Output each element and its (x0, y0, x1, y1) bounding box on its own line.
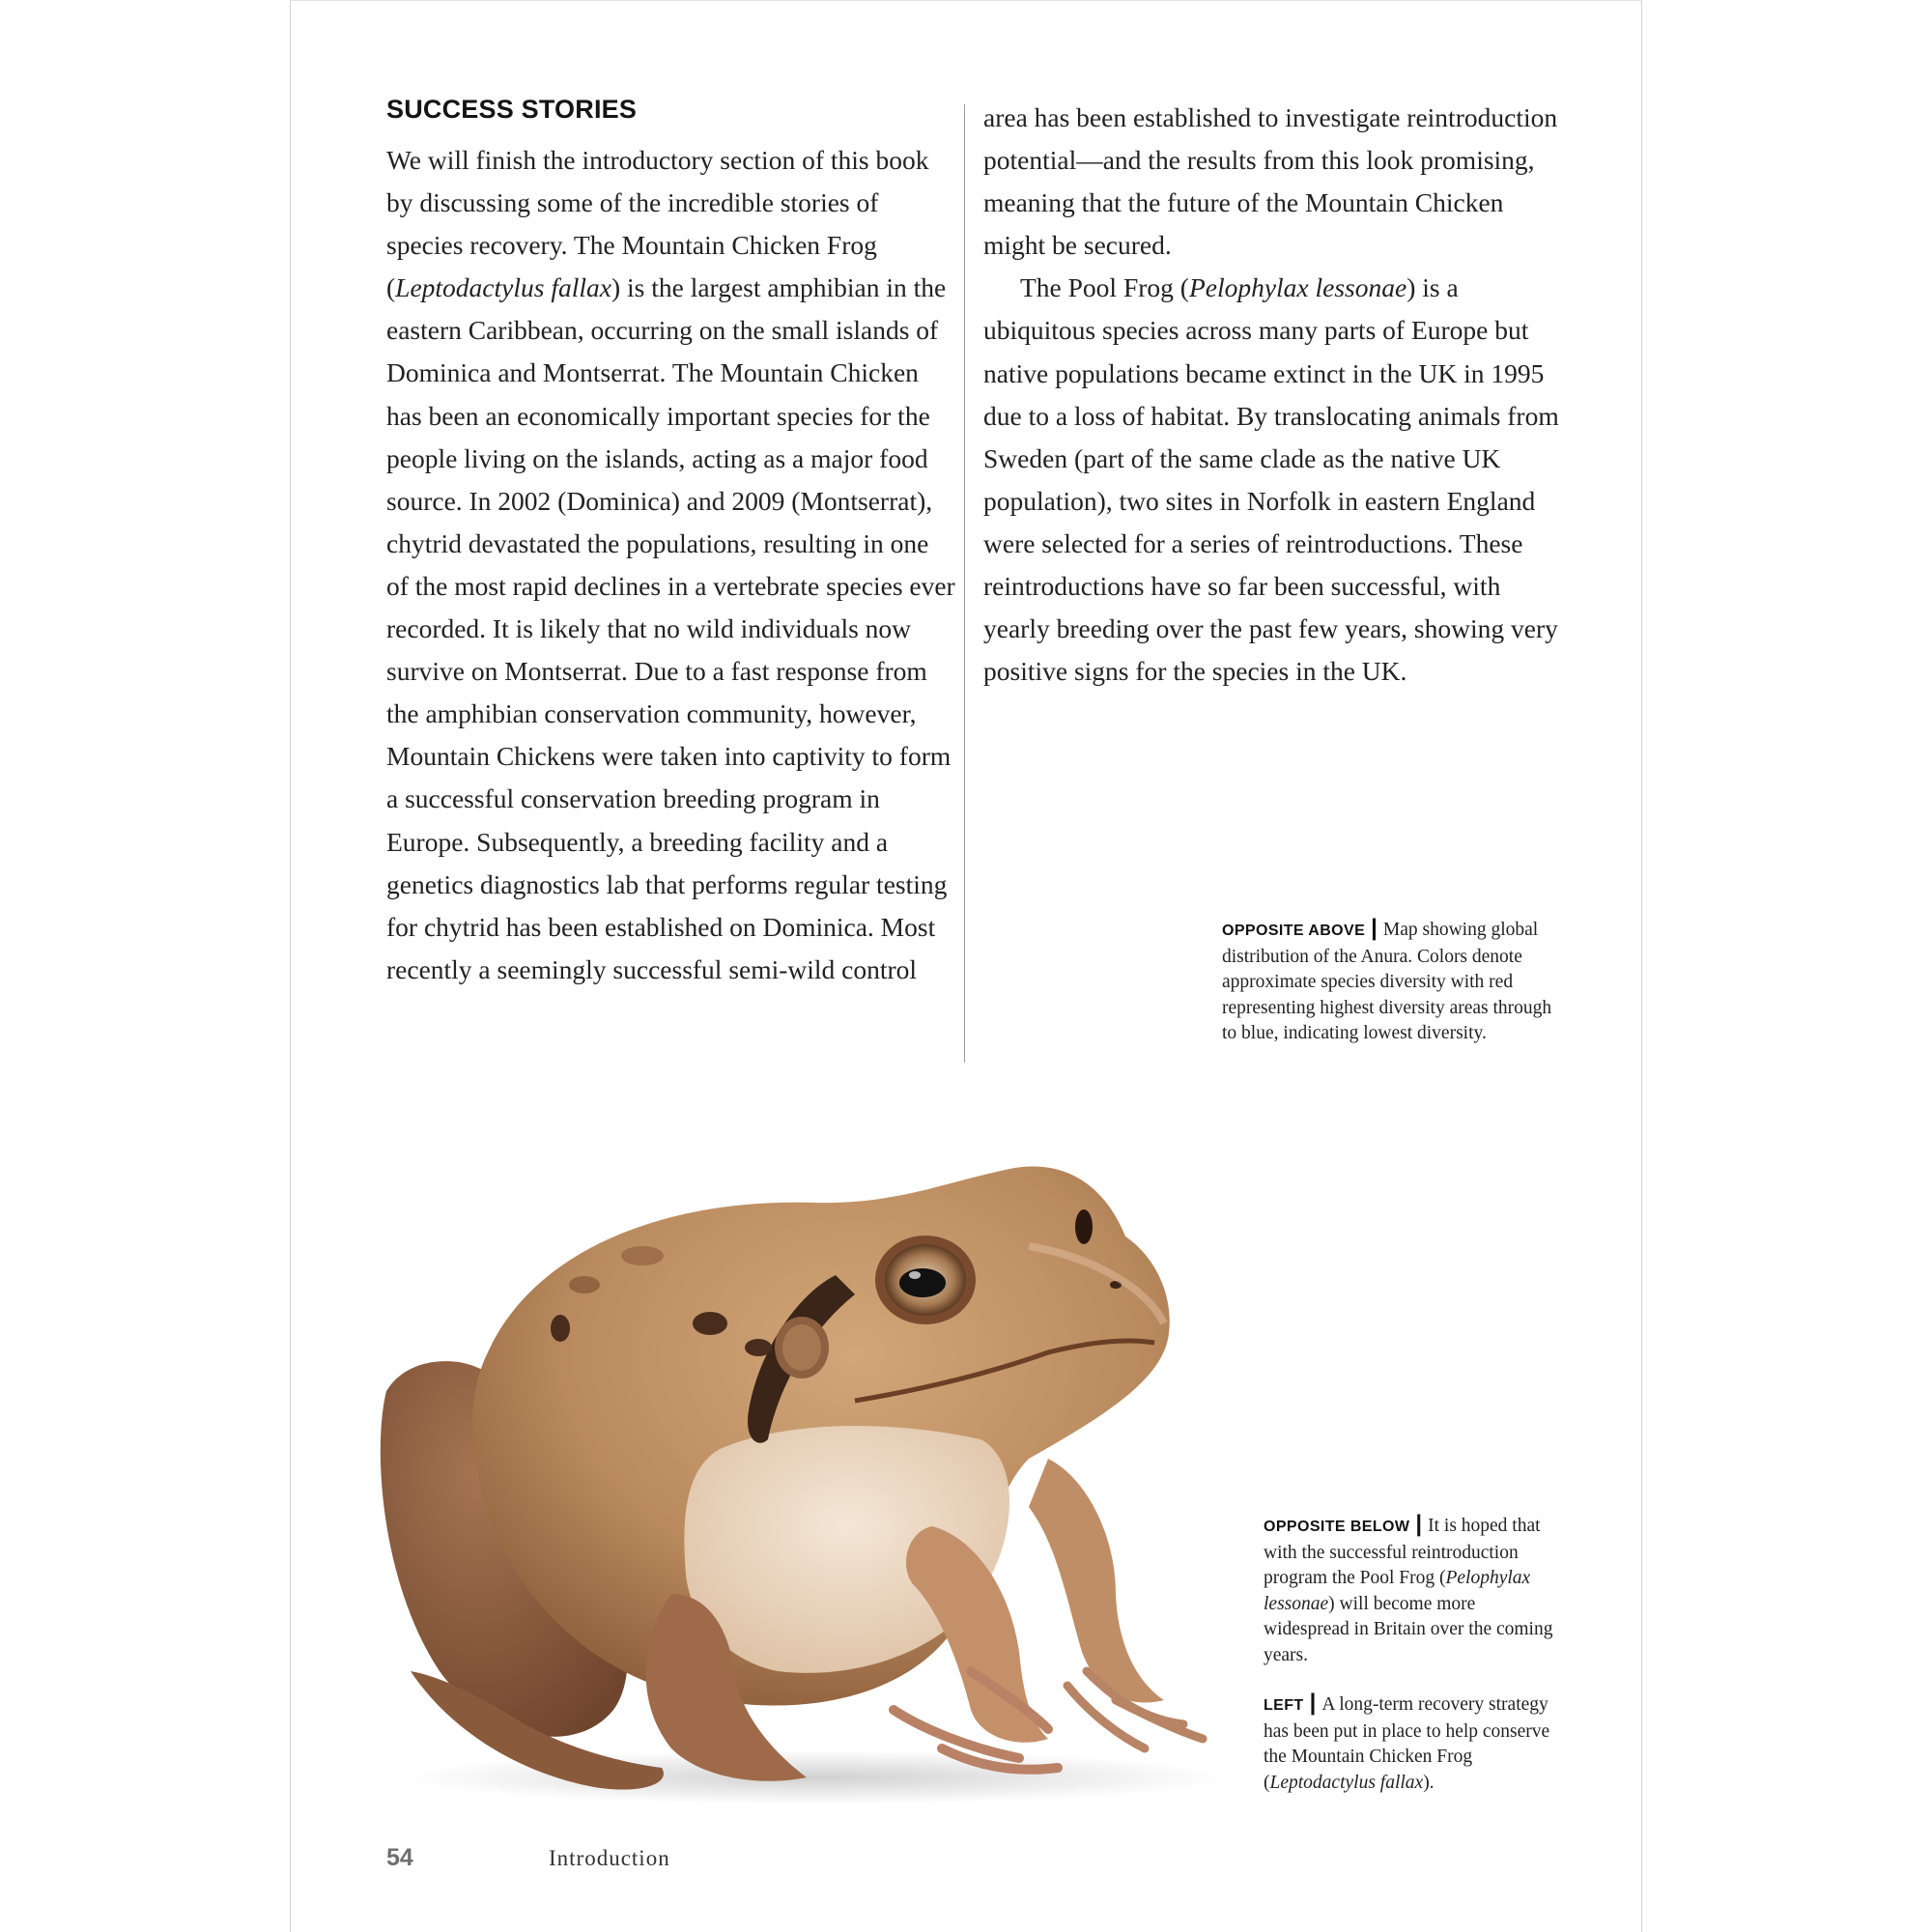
species-name: Leptodactylus fallax (1269, 1772, 1424, 1793)
caption-text: ) will become more widespread in Britain over the coming years. (1264, 1593, 1553, 1665)
caption-text: A long-term recovery strategy has been put in place to help conserve the Mountain Chicken Frog ( (1264, 1694, 1550, 1793)
caption-opposite-below (1264, 1512, 1553, 1668)
caption-text: It is hoped that with the successful reintroduction program the Pool Frog ( (1264, 1516, 1541, 1588)
column-divider (964, 104, 965, 1063)
caption-text: ). (1423, 1772, 1435, 1793)
caption-label: OPPOSITE BELOW (1264, 1519, 1410, 1535)
caption-separator: | (1309, 1690, 1317, 1716)
right-paragraph-1: area has been established to investigate reintroduction potential—and the results from this look promising, meaning that the future of the Mountain Chicken might be secured. (983, 102, 1558, 261)
running-footer-section: Introduction (549, 1846, 670, 1870)
text-run: ) is a ubiquitous species across many parts of Europe but native populations became extinct in the UK in 1995 due to a loss of habitat. By translocating animals from Sweden (part of the same clade as the native UK population), two sites in Norfolk in eastern England were selected for a series of reintroductions. These reintroductions have so far been successful, with yearly breeding over the past few years, showing very positive signs for the species in the UK. (983, 272, 1559, 687)
caption-separator: | (1371, 915, 1378, 941)
page-number: 54 (386, 1844, 413, 1871)
left-paragraph (386, 139, 956, 991)
caption-text: Map showing global distribution of the Anura. Colors denote approximate species diversity with red representing highest diversity areas through to blue, indicating lowest diversity. (1222, 920, 1552, 1043)
species-name: Pelophylax lessonae (1188, 272, 1407, 303)
mountain-chicken-frog-photo (353, 1130, 1338, 1806)
text-run: ) is the largest amphibian in the eastern Caribbean, occurring on the small islands of Dominica and Montserrat. The Mountain Chicken has been an economically important species for the people living on the islands, acting as a major food source. In 2002 (Dominica) and 2009 (Montserrat), chytrid devastated the populations, resulting in one of the most rapid declines in a vertebrate species ever recorded. It is likely that no wild individuals now survive on Montserrat. Due to a fast response from the amphibian conservation community, however, Mountain Chickens were taken into captivity to form a successful conservation breeding program in Europe. Subsequently, a breeding facility and a genetics diagnostics lab that performs regular testing for chytrid has been established on Dominica. Most recently a seemingly successful semi-wild control (386, 272, 955, 984)
right-paragraph-2 (983, 267, 1563, 693)
species-name: Leptodactylus fallax (395, 272, 611, 303)
caption-label: OPPOSITE ABOVE (1222, 923, 1366, 939)
caption-opposite-above (1222, 916, 1555, 1047)
caption-label: LEFT (1264, 1697, 1304, 1714)
left-text-column (386, 139, 956, 991)
right-text-column (983, 97, 1563, 693)
caption-left (1264, 1690, 1553, 1796)
species-name: Pelophylax lessonae (1264, 1568, 1531, 1614)
section-heading: SUCCESS STORIES (386, 95, 638, 124)
text-run: The Pool Frog ( (1020, 272, 1189, 303)
text-run: We will finish the introductory section of this book by discussing some of the incredible stories of species recovery. The Mountain Chicken Frog ( (386, 145, 929, 303)
caption-separator: | (1415, 1511, 1423, 1537)
